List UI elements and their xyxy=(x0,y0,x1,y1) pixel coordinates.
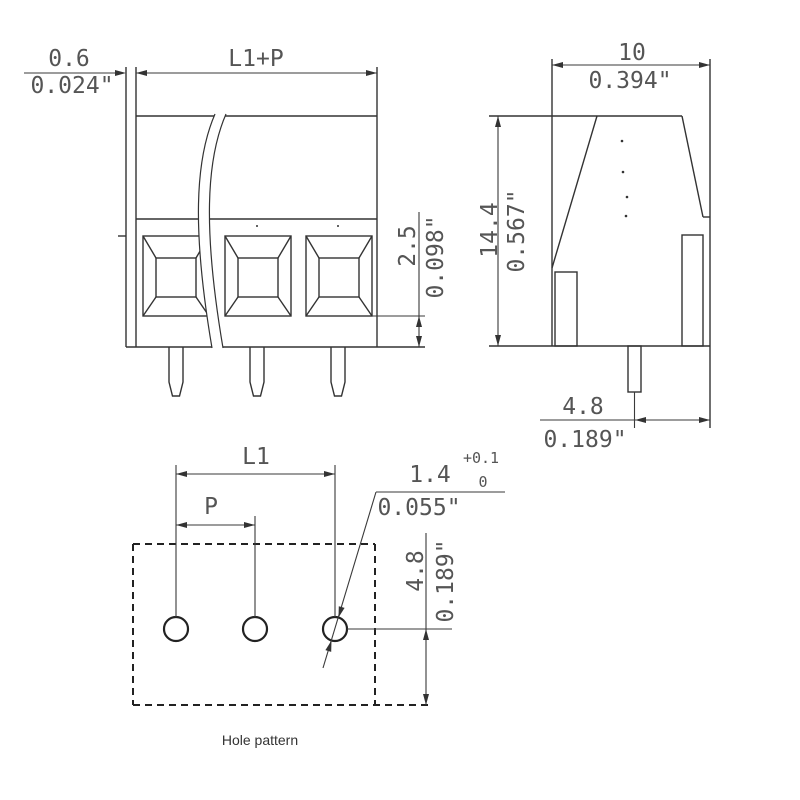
dim-pin-offset xyxy=(540,394,710,453)
dim-depth-mm-label: 10 xyxy=(618,40,646,66)
dim-pitch xyxy=(176,494,255,528)
dim-opening-in-label: 0.098" xyxy=(423,215,449,299)
hole-2 xyxy=(243,617,267,641)
dim-pin-offset-in-label: 0.189" xyxy=(543,427,627,453)
dim-hole-dia-tol-upper: +0.1 xyxy=(462,449,500,467)
dim-hole-dia-tol-lower: 0 xyxy=(478,473,488,491)
dim-overall-width xyxy=(136,46,377,76)
hole-pattern-caption: Hole pattern xyxy=(221,732,299,748)
hole-1 xyxy=(164,617,188,641)
dim-hole-span-label: L1 xyxy=(242,444,270,470)
pcb-outline-dashed xyxy=(133,544,433,705)
center-mark xyxy=(256,225,258,227)
dim-hole-dia-mm-label: 1.4 xyxy=(409,462,451,488)
dim-depth-in-label: 0.394" xyxy=(588,68,672,94)
dim-edge-offset-mm-label: 4.8 xyxy=(403,550,429,592)
front-view xyxy=(24,46,449,396)
dim-height-mm-label: 14.4 xyxy=(477,202,503,258)
housing-outline xyxy=(118,67,425,347)
dim-wall-thickness xyxy=(24,46,126,99)
dim-overall-width-label: L1+P xyxy=(228,46,284,72)
dim-edge-offset-in-label: 0.189" xyxy=(433,539,459,623)
dim-opening-offset xyxy=(372,212,449,347)
wire-opening-2 xyxy=(225,225,291,316)
drill-holes xyxy=(164,465,347,641)
dim-edge-offset xyxy=(347,533,459,705)
dim-wall-in-label: 0.024" xyxy=(30,73,114,99)
screw-axis-dots xyxy=(621,140,629,218)
dim-height-in-label: 0.567" xyxy=(504,189,530,273)
mount-foot-right xyxy=(682,235,703,346)
dim-wall-mm-label: 0.6 xyxy=(48,46,90,72)
dim-pitch-label: P xyxy=(204,494,218,520)
wire-opening-3 xyxy=(306,225,372,316)
solder-pin-side xyxy=(628,346,641,428)
dim-depth xyxy=(552,40,710,94)
mount-foot-left xyxy=(555,272,577,346)
dim-height xyxy=(477,116,530,346)
dim-hole-dia-in-label: 0.055" xyxy=(377,495,461,521)
dim-opening-mm-label: 2.5 xyxy=(395,225,421,267)
center-mark xyxy=(337,225,339,227)
hole-pattern-view xyxy=(133,444,505,748)
dim-pin-offset-mm-label: 4.8 xyxy=(562,394,604,420)
dim-hole-span xyxy=(176,444,335,477)
solder-pins-front xyxy=(169,347,345,396)
side-view xyxy=(477,40,710,453)
break-line xyxy=(198,114,226,348)
